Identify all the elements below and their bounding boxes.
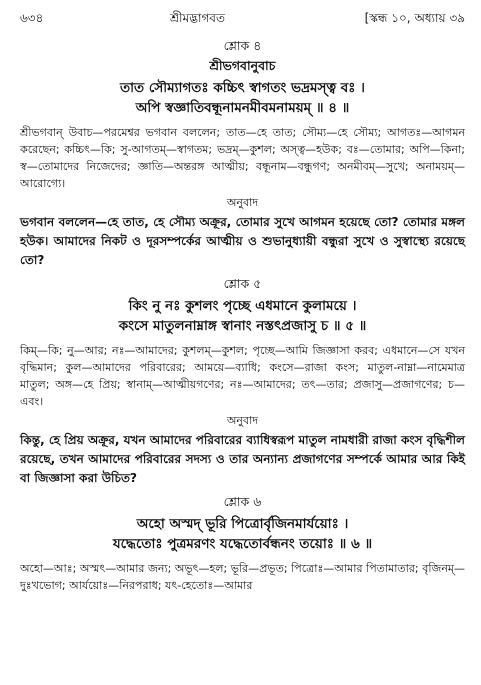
verse-6 [20,494,465,594]
chapter-reference: [স্কন্ধ ১০, অধ্যায় ৩৯ [364,11,465,25]
translation-text: ভগবান বললেন—হে তাত, হে সৌম্য অক্রূর, তোমার সুখে আগমন হয়েছে তো? তোমার মঙ্গল হউক। আমাদের নিকট ও দূরসম্পর্কের আত্মীয় ও শুভানুধ্যায়ী বন্ধুরা সুখে ও সুস্বাস্থ্যে রয়েছে তো? [20,215,465,267]
word-meanings: কিম্—কি; নু—আর; নঃ—আমাদের; কুশলম্—কুশল; পৃচ্ছে—আমি জিজ্ঞাসা করব; এধমানে—সে যখন বৃদ্ধিমান; কুল—আমাদের পরিবারের; আময়ে—ব্যাধি; কংসে—রাজা কংস; মাতুল-নাম্না—নামেমাত্র মাতুল; অঙ্গ—হে প্রিয়; স্বানাম্—আত্মীয়গণের; নঃ—আমাদের; তৎ—তার; প্রজাসু—প্রজাগণের; চ—এবং। [20,344,465,408]
book-title: শ্রীমদ্ভাগবত [169,11,225,25]
word-meanings: শ্রীভগবান্ উবাচ—পরমেশ্বর ভগবান বললেন; তাত—হে তাত; সৌম্য—হে সৌম্য; আগতঃ—আগমন করেছেন; কচ্চিৎ—কি; সু-আগতম্—স্বাগতম; ভদ্রম্—কুশল; অস্ত্ব—হউক; বঃ—তোমার; অপি—কিনা; স্ব—তোমাদের নিজেদের; জ্ঞাতি—অন্তরঙ্গ আত্মীয়; বন্ধূনাম—বন্ধুগণ; অনমীবম্—সুখে; অনাময়ম্—আরোগ্যে। [20,126,465,190]
verse-speaker: শ্রীভগবানুবাচ [209,58,276,73]
translation-text: কিন্তু, হে প্রিয় অক্রূর, যখন আমাদের পরিবারের ব্যাধিস্বরূপ মাতুল নামধারী রাজা কংস বৃদ্ধিশীল রয়েছে, তখন আমাদের পরিবারের সদস্য ও তার অন্যান্য প্রজাগণের সম্পর্কে আমার আর কিই বা জিজ্ঞাসা করা উচিত? [20,433,465,485]
translation-label: অনুবাদ [226,196,259,209]
sanskrit-line: অহো অস্মদ্ ভূরি পিত্রোর্বৃজিনমার্যয়োঃ । [136,516,349,532]
document-page [20,10,465,594]
verse-label: শ্লোক ৫ [223,276,262,291]
verse-5 [20,276,465,488]
sanskrit-line: তাত সৌম্যাগতঃ কচ্চিৎ স্বাগতং ভদ্রমস্ত্ব বঃ । [120,80,365,96]
translation-label: অনুবাদ [226,414,259,427]
sanskrit-line: কংসে মাতুলনাম্নাঙ্গ স্বানাং নস্তৎপ্রজাসু চ ॥ ৫ ॥ [118,318,367,334]
verse-label: শ্লোক ৪ [223,38,262,53]
sanskrit-line: যদ্ধেতোঃ পুত্রমরণং যদ্ধেতোর্বন্ধনং তয়োঃ ॥ ৬ ॥ [112,536,373,552]
verse-4 [20,38,465,270]
page-header [20,10,465,32]
word-meanings: অহো—আঃ; অস্মৎ—আমার জন্য; অভূৎ—হল; ভূরি—প্রভূত; পিত্রোঃ—আমার পিতামাতার; বৃজিনম্—দুঃখভোগ; আর্যয়োঃ—নিরপরাধ; যৎ-হেতোঃ—আমার [20,562,465,592]
sanskrit-line: অপি স্বজ্ঞাতিবন্ধূনামনমীবমনাময়ম্ ॥ ৪ ॥ [135,100,350,116]
verse-label: শ্লোক ৬ [223,494,262,509]
page-number: ৬৩৪ [20,11,44,25]
sanskrit-line: কিং নু নঃ কুশলং পৃচ্ছে এধমানে কুলাময়ে । [128,298,357,314]
